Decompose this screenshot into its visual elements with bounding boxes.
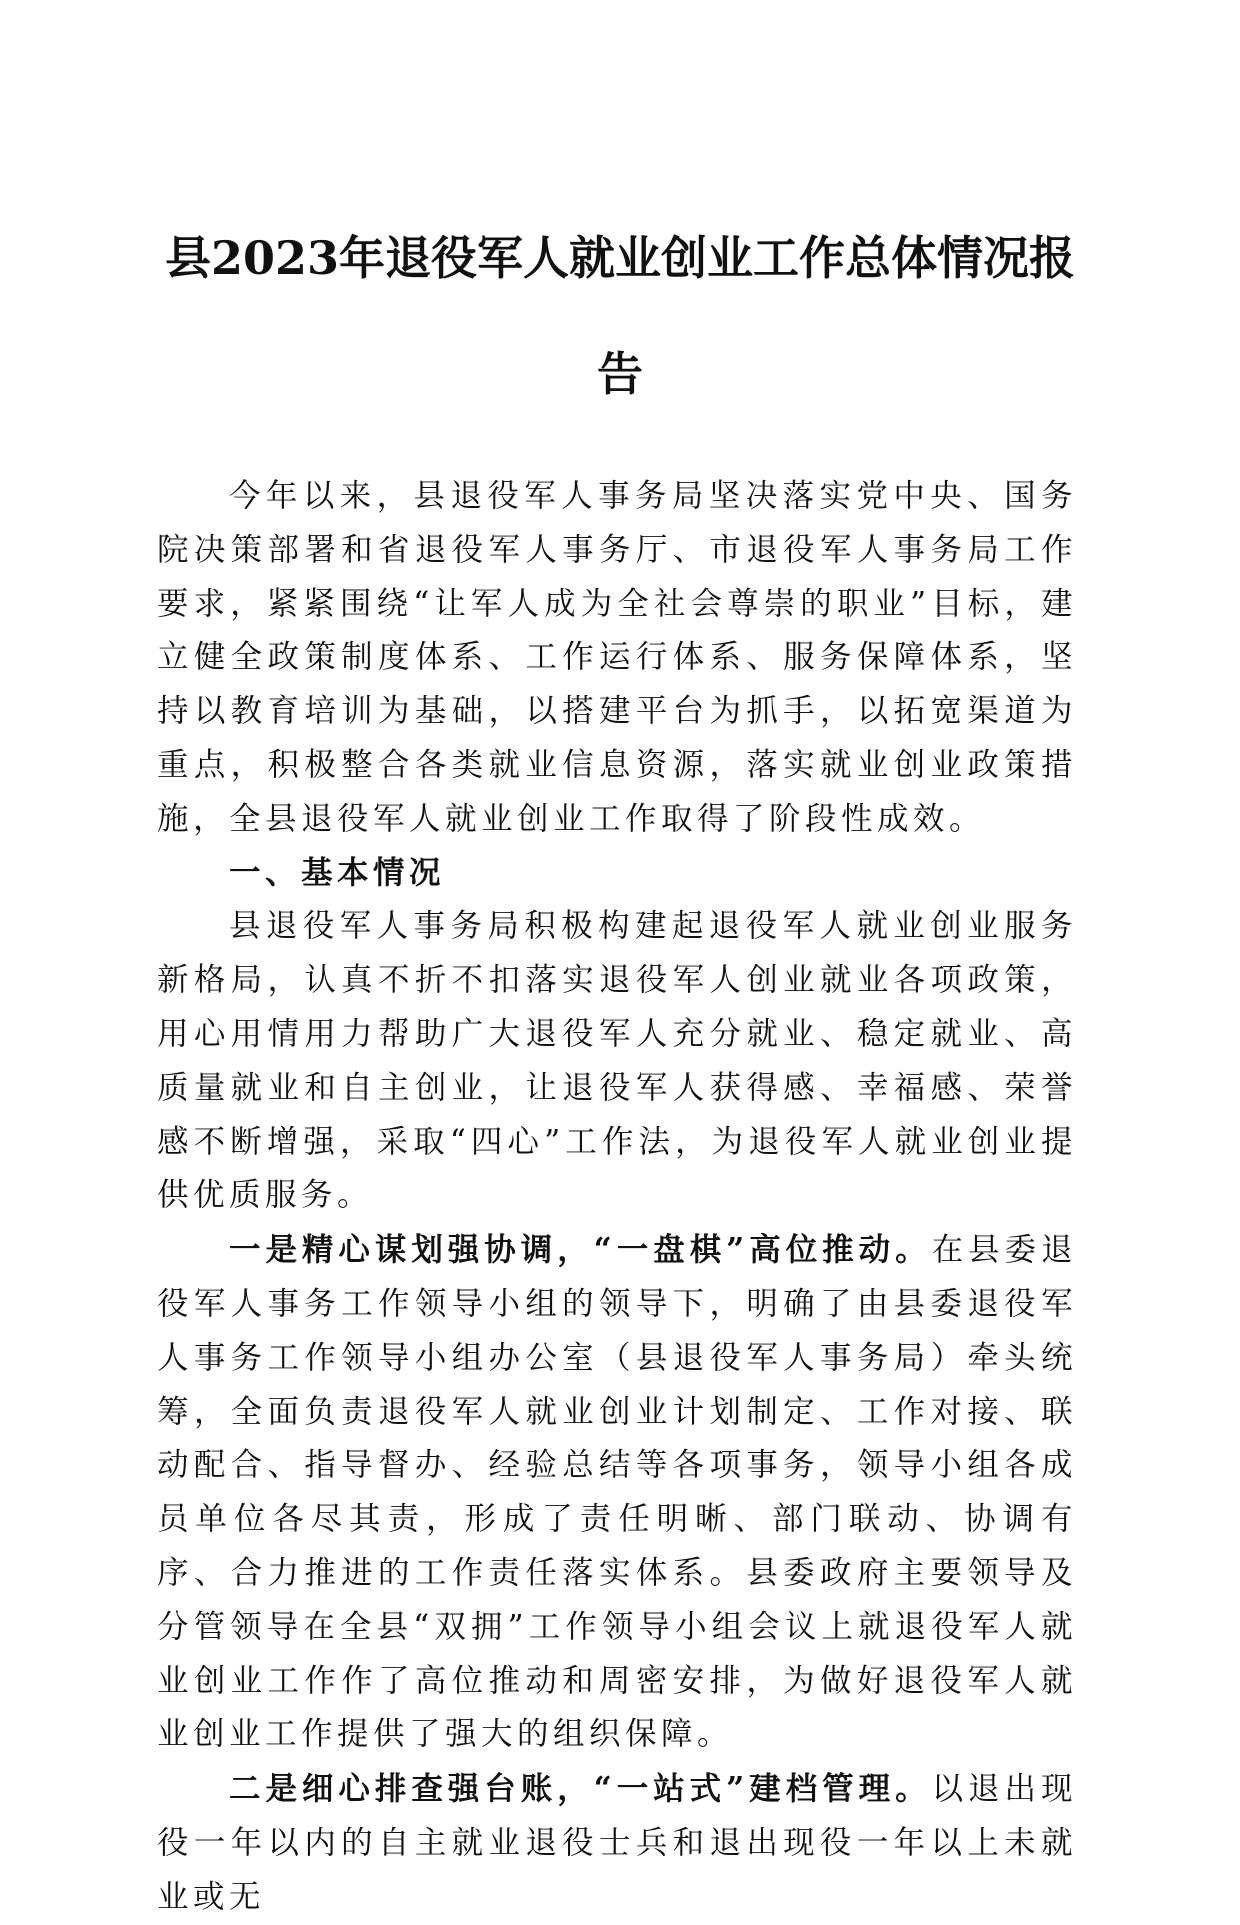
item-paragraph-2: [157, 1762, 1077, 1924]
document-title-line-1: 县2023年退役军人就业创业工作总体情况报: [164, 231, 1076, 285]
item-paragraph-1: [157, 1223, 1077, 1762]
item-lead-2: 二是细心排查强台账，“一站式”建档管理。: [229, 1770, 932, 1808]
item-text-1: 在县委退役军人事务工作领导小组的领导下，明确了由县委退役军人事务工作领导小组办公室（县退役军人事务局）牵头统筹，全面负责退役军人就业创业计划制定、工作对接、联动配合、指导督办、经验总结等各项事务，领导小组各成员单位各尽其责，形成了责任明晰、部门联动、协调有序、合力推进的工作责任落实体系。县委政府主要领导及分管领导在全县“双拥”工作领导小组会议上就退役军人就业创业工作作了高位推动和周密安排，为做好退役军人就业创业工作提供了强大的组织保障。: [157, 1232, 1077, 1753]
section-paragraph-basic-situation: 县退役军人事务局积极构建起退役军人就业创业服务新格局，认真不折不扣落实退役军人创业就业各项政策，用心用情用力帮助广大退役军人充分就业、稳定就业、高质量就业和自主创业，让退役军人获得感、幸福感、荣誉感不断增强，采取“四心”工作法，为退役军人就业创业提供优质服务。: [157, 908, 1077, 1214]
section-heading-basic-situation: 一、基本情况: [229, 854, 446, 891]
intro-paragraph: 今年以来，县退役军人事务局坚决落实党中央、国务院决策部署和省退役军人事务厅、市退役军人事务局工作要求，紧紧围绕“让军人成为全社会尊崇的职业”目标，建立健全政策制度体系、工作运行体系、服务保障体系，坚持以教育培训为基础，以搭建平台为抓手，以拓宽渠道为重点，积极整合各类就业信息资源，落实就业创业政策措施，全县退役军人就业创业工作取得了阶段性成效。: [157, 478, 1077, 837]
item-lead-1: 一是精心谋划强协调，“一盘棋”高位推动。: [229, 1231, 932, 1269]
document-title-line-2: 告: [597, 347, 643, 401]
document-body: [157, 470, 1077, 1925]
item-text-2: 以退出现役一年以内的自主就业退役士兵和退出现役一年以上未就业或无: [157, 1771, 1077, 1915]
